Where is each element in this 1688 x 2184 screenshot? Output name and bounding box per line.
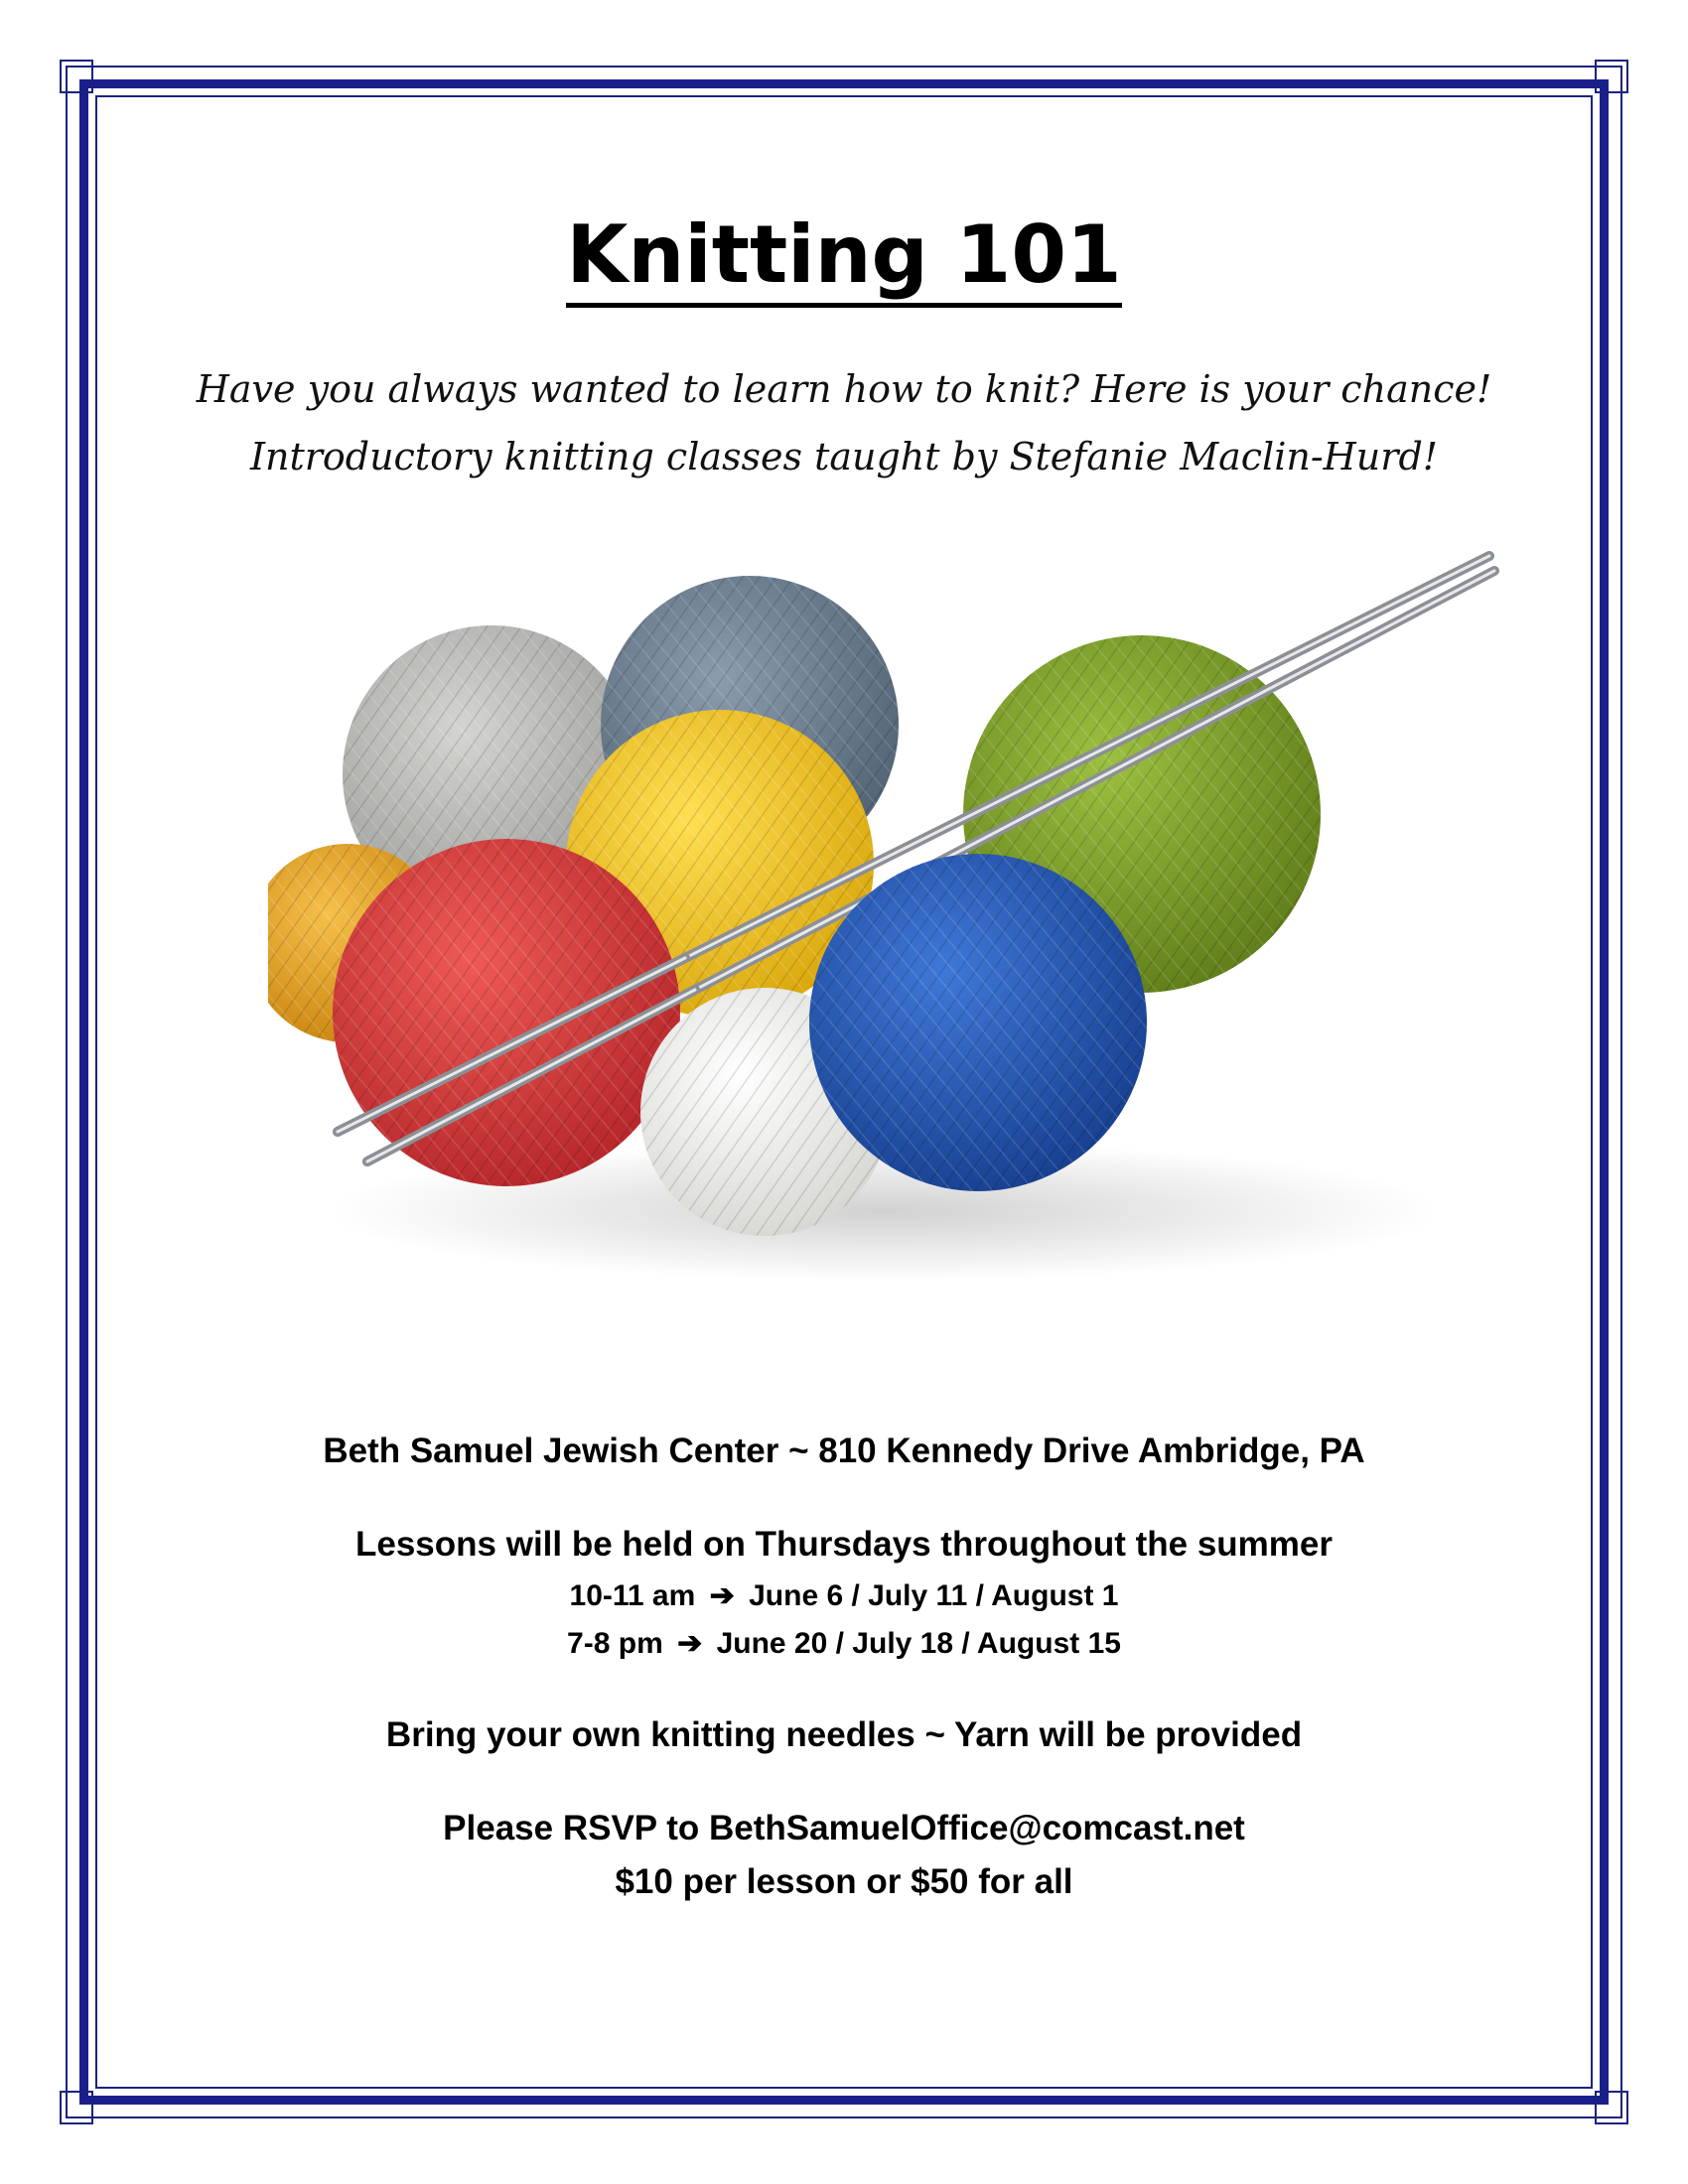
border-corner-ornament [60,2091,93,2124]
yarn-balls-illustration [268,526,1499,1281]
arrow-right-icon: ➔ [677,1627,703,1660]
yarn-ball-red [333,839,680,1186]
schedule-morning-dates: June 6 / July 11 / August 1 [749,1579,1119,1612]
arrow-right-icon: ➔ [709,1579,735,1612]
schedule-evening-dates: June 20 / July 18 / August 15 [716,1627,1121,1660]
flyer-title-text: Knitting 101 [566,208,1121,308]
supplies-note: Bring your own knitting needles ~ Yarn will be provided [385,1715,1303,1754]
schedule-morning-time: 10-11 am [569,1579,696,1612]
schedule-evening [0,1626,1688,1661]
rsvp-line: Please RSVP to BethSamuelOffice@comcast.net [443,1809,1245,1847]
event-location: Beth Samuel Jewish Center ~ 810 Kennedy Drive Ambridge, PA [323,1432,1365,1470]
intro-line-2: Introductory knitting classes taught by Stefanie Maclin-Hurd! [249,435,1439,478]
schedule-evening-time: 7-8 pm [567,1627,663,1660]
schedule-heading: Lessons will be held on Thursdays throughout the summer [355,1525,1333,1564]
border-corner-ornament [1595,60,1628,93]
yarn-ball-blue [809,854,1147,1191]
intro-line-1: Have you always wanted to learn how to knit? Here is your chance! [196,367,1492,411]
border-corner-ornament [1595,2091,1628,2124]
flyer-title [0,208,1688,301]
price-line: $10 per lesson or $50 for all [615,1862,1073,1901]
schedule-morning [0,1578,1688,1613]
border-corner-ornament [60,60,93,93]
